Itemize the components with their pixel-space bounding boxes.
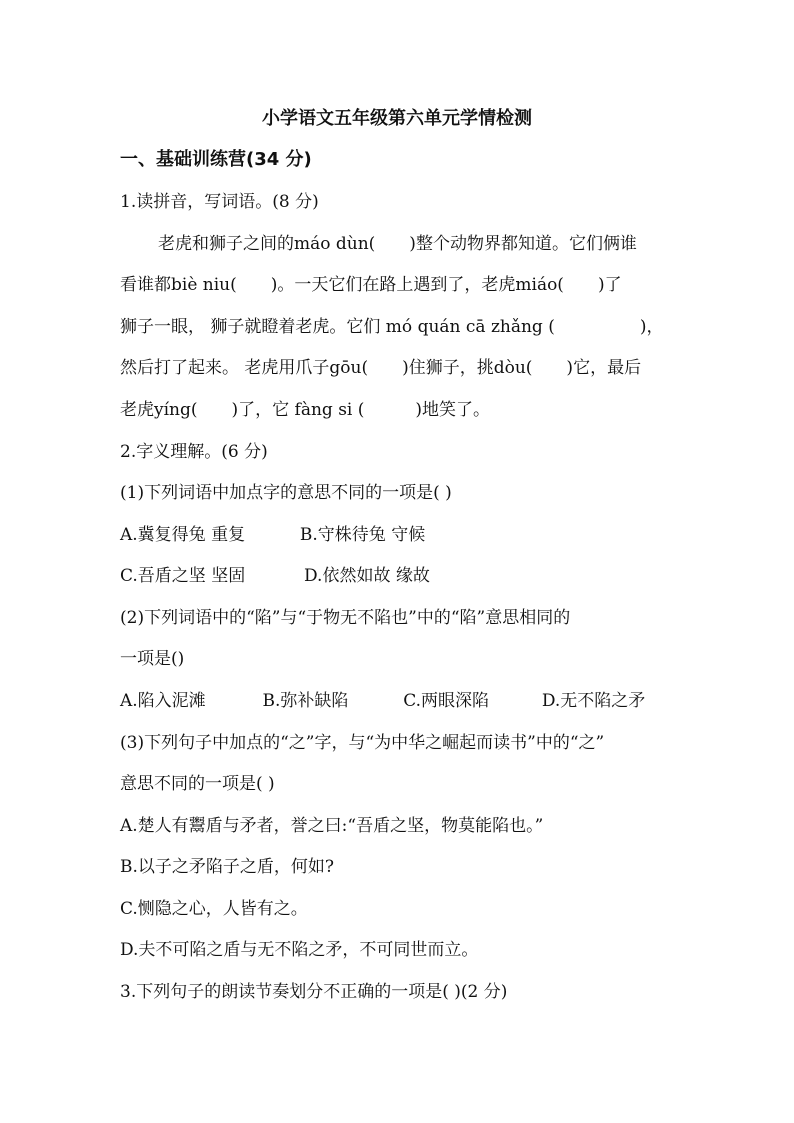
question-2-1-option-c: C.吾盾之坚 坚固 [120,566,246,586]
question-2-2-option-d: D.无不陷之矛 [541,691,646,711]
question-2-1-options-row-1 [120,523,680,547]
question-2-1-option-b: B.守株待兔 守候 [299,525,426,545]
question-1-line-3: 狮子一眼， 狮子就瞪着老虎。它们 mó quán cā zhǎng ( )， [120,317,664,337]
question-3-heading: 3.下列句子的朗读节奏划分不正确的一项是( )(2 分) [120,982,508,1002]
question-1-line-4: 然后打了起来。 老虎用爪子gōu( )住狮子，挑dòu( )它，最后 [120,358,642,378]
question-2-1-options-row-2 [120,564,680,588]
question-2-1-stem: (1)下列词语中加点字的意思不同的一项是( ) [120,483,452,503]
question-2-2-stem-line-2: 一项是() [120,649,185,669]
question-2-3-option-b: B.以子之矛陷子之盾，何如? [120,857,335,877]
question-2-2-option-c: C.两眼深陷 [403,691,490,711]
question-2-3-option-d: D.夫不可陷之盾与无不陷之矛，不可同世而立。 [120,940,479,960]
question-2-2-option-a: A.陷入泥滩 [120,691,206,711]
question-1-line-1: 老虎和狮子之间的máo dùn( )整个动物界都知道。它们俩谁 [158,234,637,254]
page-title: 小学语文五年级第六单元学情检测 [262,108,532,129]
question-2-3-stem-line-1: (3)下列句子中加点的“之”字，与“为中华之崛起而读书”中的“之” [120,733,605,753]
question-2-1-option-a: A.冀复得兔 重复 [120,525,246,545]
question-2-1-option-d: D.依然如故 缘故 [304,566,430,586]
question-2-3-option-c: C.恻隐之心，人皆有之。 [120,899,308,919]
question-1-line-2: 看谁都biè niu( )。一天它们在路上遇到了，老虎miáo( )了 [120,275,622,295]
question-1-line-5: 老虎yíng( )了，它 fàng si ( )地笑了。 [120,400,491,420]
question-2-2-option-b: B.弥补缺陷 [262,691,349,711]
question-1-heading: 1.读拼音，写词语。(8 分) [120,192,319,212]
section-heading-basics: 一、基础训练营(34 分) [120,149,312,170]
question-2-heading: 2.字义理解。(6 分) [120,442,268,462]
question-2-2-stem-line-1: (2)下列词语中的“陷”与“于物无不陷也”中的“陷”意思相同的 [120,608,571,628]
question-2-3-option-a: A.楚人有鬻盾与矛者，誉之曰:“吾盾之坚，物莫能陷也。” [120,816,544,836]
question-2-2-options [120,689,680,713]
question-2-3-stem-line-2: 意思不同的一项是( ) [120,774,275,794]
